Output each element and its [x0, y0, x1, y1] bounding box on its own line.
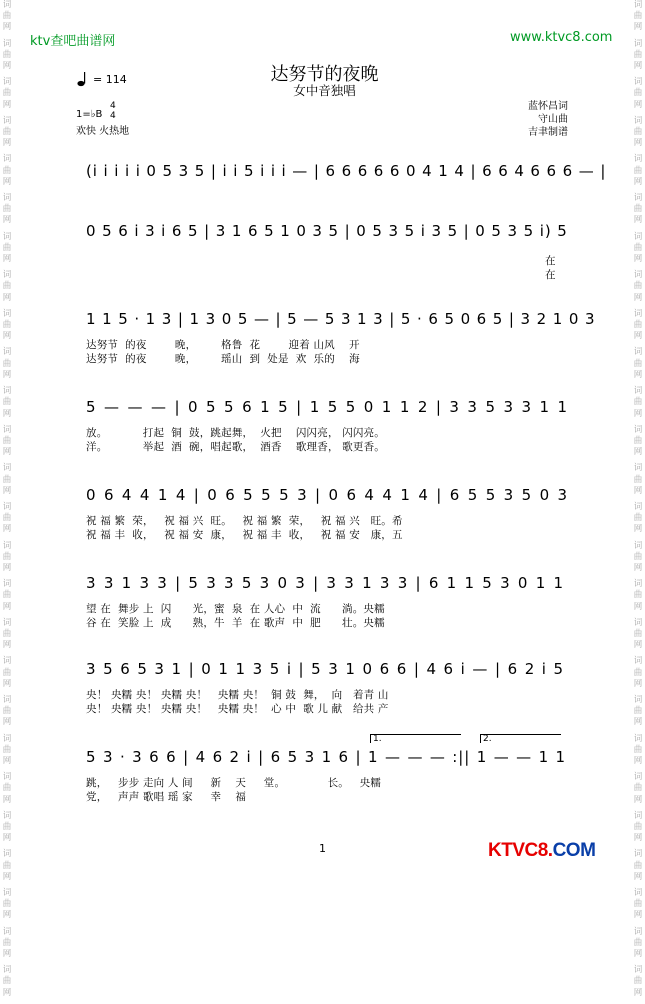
time-top: 4 [110, 101, 116, 111]
lyric-line-6-1: 望 在 舞步 上 闪 光，蜜 泉 在 人心 中 流 淌。央糯 [86, 603, 385, 615]
site-name-left[interactable]: ktv查吧曲谱网 [30, 34, 116, 49]
lyric-line-6-2: 谷 在 笑脸 上 成 熟，牛 羊 在 歌声 中 肥 壮。央糯 [86, 617, 385, 629]
volta-bracket-2 [480, 734, 561, 743]
tempo-value: = 114 [93, 73, 127, 86]
notation-line-7: 3 5 6 5 3 1 | 0 1 1 3 5 i | 5 3 1 0 6 6 | 4 6 i — | 6 2 i 5 [86, 660, 564, 678]
composer: 守山曲 [538, 114, 568, 125]
song-subtitle: 女中音独唱 [293, 83, 356, 98]
lyric-line-7-2: 央！ 央糯 央！ 央糯 央！ 央糯 央！ 心 中 歌 儿 献 给共 产 [86, 703, 389, 715]
transcriber: 吉聿制谱 [528, 127, 568, 138]
expression-mark: 欢快 火热地 [76, 126, 130, 137]
brand-tld: COM [552, 840, 596, 861]
lyric-line-4-1: 放。 打起 铜 鼓，跳起舞， 火把 闪闪亮， 闪闪亮。 [86, 427, 385, 439]
notation-line-5: 0 6 4 4 1 4 | 0 6 5 5 5 3 | 0 6 4 4 1 4 | 6 5 5 3 5 0 3 [86, 486, 568, 504]
volta-bracket-1 [370, 734, 461, 743]
lyric-line-7-1: 央！ 央糯 央！ 央糯 央！ 央糯 央！ 铜 鼓 舞， 向 着青 山 [86, 689, 389, 701]
lyric-line-4-2: 洋。 举起 酒 碗，唱起歌， 酒香 歌理香， 歌更香。 [86, 441, 385, 453]
notation-line-4: 5 — — — | 0 5 5 6 1 5 | 1 5 5 0 1 1 2 | 3 3 5 3 3 1 1 [86, 398, 568, 416]
lyric-line-8-1: 跳， 步步 走向 人 间 新 天 堂。 长。 央糯 [86, 777, 382, 789]
notation-line-1: (i i i i i 0 5 3 5 | i i 5 i i i — | 6 6 6 6 6 0 4 1 4 | 6 6 4 6 6 6 — | [86, 162, 607, 180]
lyric-line-3-1: 达努节 的夜 晚， 格鲁 花 迎着 山风 开 [86, 339, 360, 351]
quarter-note-icon [77, 71, 89, 91]
lyric-line-2-2: 在 [545, 269, 556, 281]
time-signature [110, 101, 116, 121]
key-signature: 1=♭B [76, 109, 103, 120]
notation-line-8: 5 3 · 3 6 6 | 4 6 2 i | 6 5 3 1 6 | 1 — — — :|| 1 — — 1 1 [86, 748, 566, 766]
brand-logo [488, 840, 595, 862]
lyricist: 蓝怀昌词 [528, 101, 568, 112]
credits [480, 100, 568, 139]
watermark-column-right: 词 曲 网 词 曲 网 词 曲 网 词 曲 网 词 曲 网 词 曲 网 词 曲 网 词 曲 网 词 曲 网 词 曲 网 词 曲 网 词 曲 网 词 曲 网 词 曲 网 词 曲 网 词 曲 网 词 曲 网 词 曲 网 词 曲 网 词 曲 网 词 曲 网 词 曲 网 词 曲 网 词 曲 网 词 曲 网 词 曲 网 [633, 0, 643, 998]
page-number: 1 [319, 842, 326, 855]
lyric-line-5-2: 祝 福 丰 收， 祝 福 安 康， 祝 福 丰 收， 祝 福 安 康，五 [86, 529, 403, 541]
song-title: 达努节的夜晚 [270, 64, 379, 85]
site-url-right[interactable]: www.ktvc8.com [510, 30, 613, 45]
brand-main: KTVC8 [488, 840, 548, 861]
notation-line-2: 0 5 6 i 3 i 6 5 | 3 1 6 5 1 0 3 5 | 0 5 3 5 i 3 5 | 0 5 3 5 i) 5 [86, 222, 568, 240]
lyric-line-2-1: 在 [545, 255, 556, 267]
notation-line-6: 3 3 1 3 3 | 5 3 3 5 3 0 3 | 3 3 1 3 3 | 6 1 1 5 3 0 1 1 [86, 574, 564, 592]
notation-line-3: 1 1 5 · 1 3 | 1 3 0 5 — | 5 — 5 3 1 3 | 5 · 6 5 0 6 5 | 3 2 1 0 3 [86, 310, 596, 328]
volta-number-1: 1. [373, 734, 382, 744]
volta-number-2: 2. [483, 734, 492, 744]
brand-dot: . [547, 840, 553, 861]
time-bottom: 4 [110, 111, 116, 121]
lyric-line-8-2: 党， 声声 歌唱 瑶 家 幸 福 [86, 791, 247, 803]
watermark-column-left: 词 曲 网 词 曲 网 词 曲 网 词 曲 网 词 曲 网 词 曲 网 词 曲 网 词 曲 网 词 曲 网 词 曲 网 词 曲 网 词 曲 网 词 曲 网 词 曲 网 词 曲 网 词 曲 网 词 曲 网 词 曲 网 词 曲 网 词 曲 网 词 曲 网 词 曲 网 词 曲 网 词 曲 网 词 曲 网 词 曲 网 [2, 0, 12, 998]
lyric-line-5-1: 祝 福 繁 荣， 祝 福 兴 旺。 祝 福 繁 荣， 祝 福 兴 旺。希 [86, 515, 403, 527]
lyric-line-3-2: 达努节 的夜 晚， 瑶山 到 处是 欢 乐的 海 [86, 353, 360, 365]
